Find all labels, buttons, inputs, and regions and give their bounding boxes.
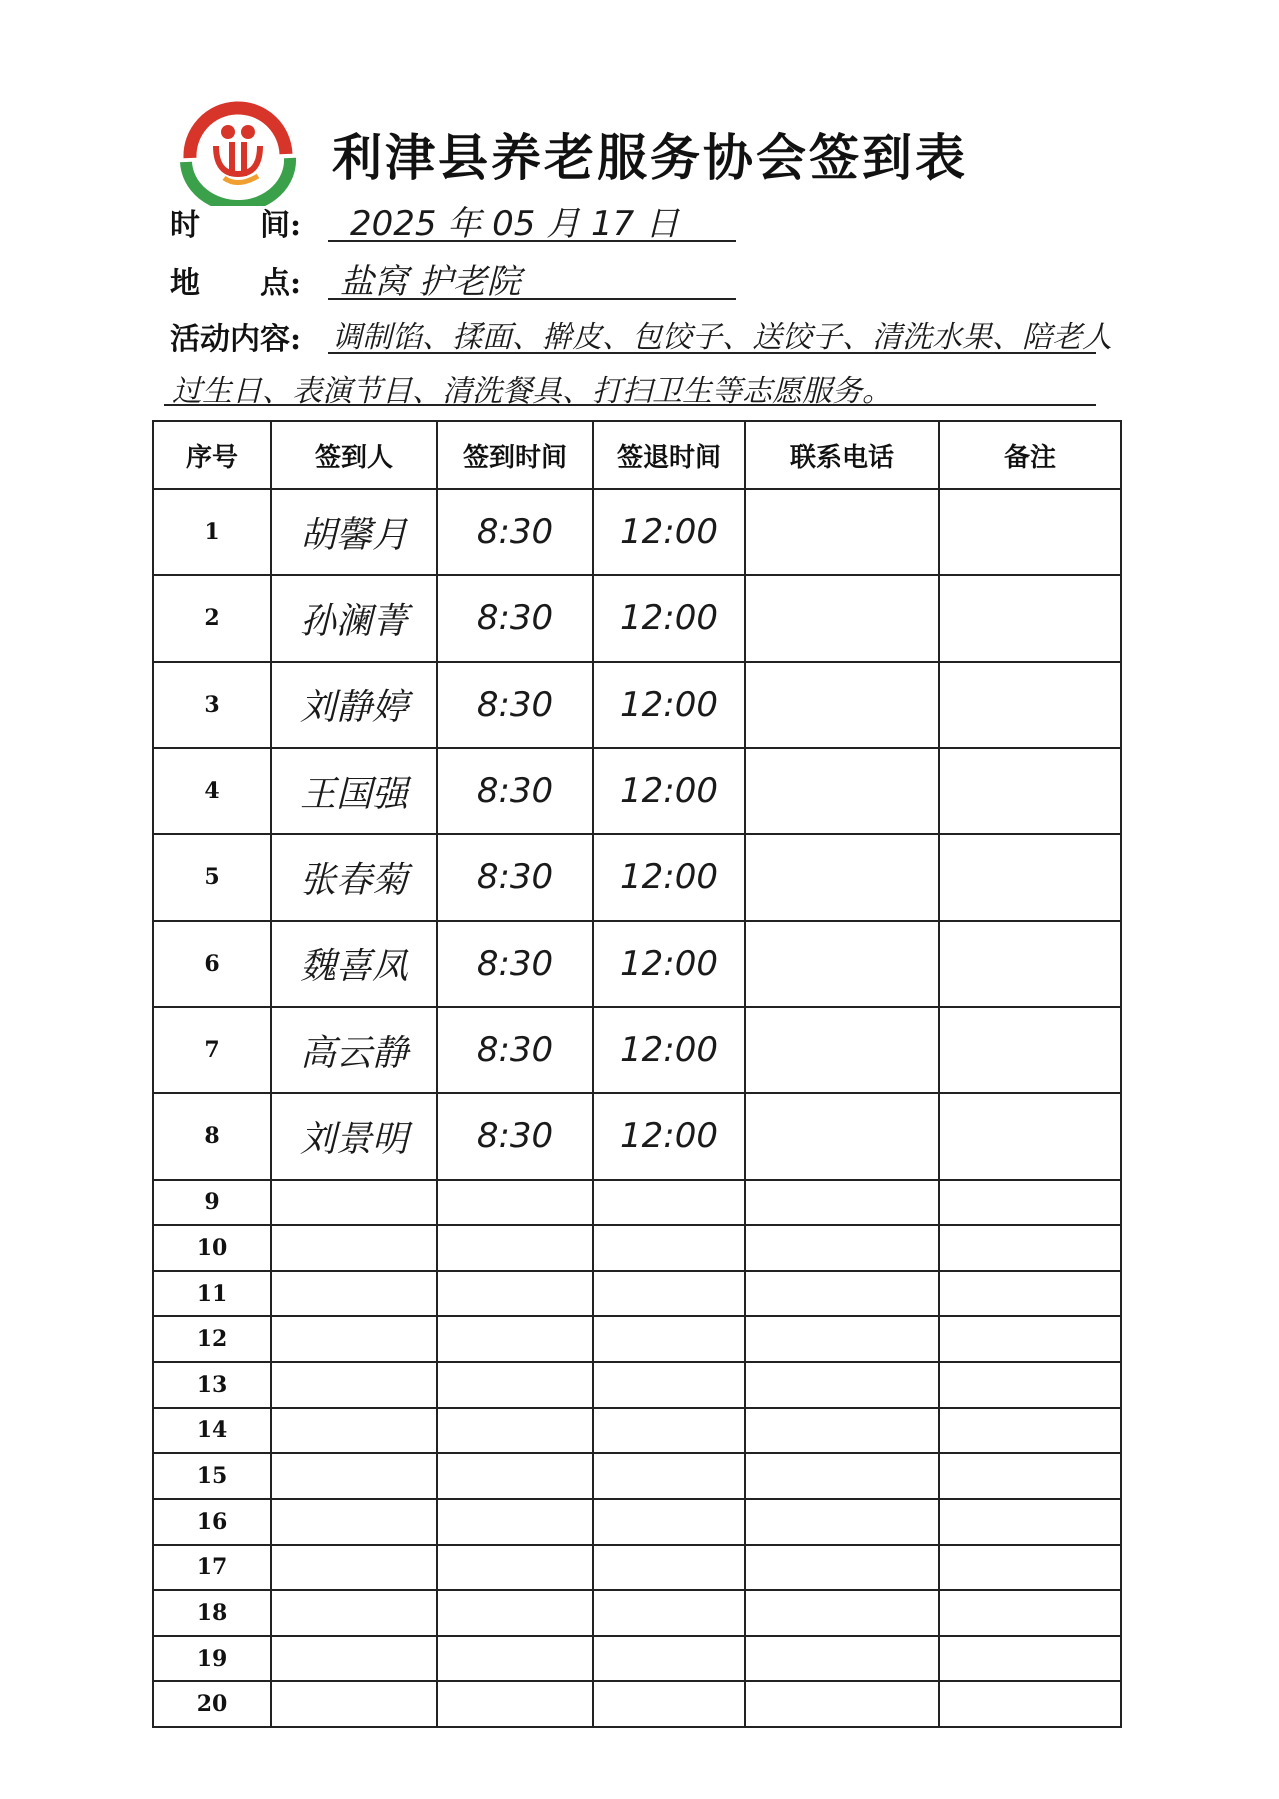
table-row (153, 1316, 1121, 1362)
row-name: 胡馨月 (271, 489, 437, 575)
table-row (153, 921, 1121, 1007)
row-signout-time: 12:00 (593, 1093, 745, 1179)
col-header-name: 签到人 (271, 421, 437, 489)
row-index: 9 (153, 1180, 271, 1226)
row-index: 2 (153, 575, 271, 661)
row-note (939, 1545, 1121, 1591)
row-name (271, 1681, 437, 1727)
col-header-signout-time: 签退时间 (593, 421, 745, 489)
row-phone (745, 662, 939, 748)
content-line-2: 过生日、表演节目、清洗餐具、打扫卫生等志愿服务。 (172, 374, 892, 409)
row-signout-time: 12:00 (593, 834, 745, 920)
row-phone (745, 921, 939, 1007)
association-logo (176, 96, 300, 206)
row-name: 刘静婷 (271, 662, 437, 748)
col-header-note: 备注 (939, 421, 1121, 489)
row-index: 12 (153, 1316, 271, 1362)
row-signout-time: 12:00 (593, 575, 745, 661)
row-phone (745, 748, 939, 834)
row-signout-time: 12:00 (593, 489, 745, 575)
row-note (939, 1093, 1121, 1179)
row-name (271, 1408, 437, 1454)
col-header-phone: 联系电话 (745, 421, 939, 489)
table-row (153, 1636, 1121, 1682)
row-signout-time (593, 1636, 745, 1682)
row-signout-time: 12:00 (593, 1007, 745, 1093)
row-note (939, 1362, 1121, 1408)
row-phone (745, 1362, 939, 1408)
row-name: 孙澜菁 (271, 575, 437, 661)
table-row (153, 1225, 1121, 1271)
row-name (271, 1316, 437, 1362)
row-name (271, 1271, 437, 1317)
row-note (939, 1453, 1121, 1499)
signin-table (152, 420, 1120, 1728)
row-name (271, 1180, 437, 1226)
row-name (271, 1590, 437, 1636)
row-phone (745, 1408, 939, 1454)
row-name (271, 1362, 437, 1408)
place-label: 地 点: (170, 266, 302, 301)
row-signin-time: 8:30 (437, 1093, 593, 1179)
row-signout-time (593, 1681, 745, 1727)
row-signin-time (437, 1362, 593, 1408)
row-index: 15 (153, 1453, 271, 1499)
row-note (939, 575, 1121, 661)
row-signin-time (437, 1681, 593, 1727)
table-row (153, 1007, 1121, 1093)
row-phone (745, 489, 939, 575)
row-index: 18 (153, 1590, 271, 1636)
table-row (153, 1408, 1121, 1454)
row-index: 11 (153, 1271, 271, 1317)
row-phone (745, 1545, 939, 1591)
row-name: 王国强 (271, 748, 437, 834)
row-index: 8 (153, 1093, 271, 1179)
row-signout-time (593, 1225, 745, 1271)
row-note (939, 834, 1121, 920)
row-note (939, 1007, 1121, 1093)
table-row (153, 834, 1121, 920)
row-name: 魏喜凤 (271, 921, 437, 1007)
row-signin-time (437, 1499, 593, 1545)
page-title: 利津县养老服务协会签到表 (332, 128, 968, 187)
row-note (939, 921, 1121, 1007)
table-row (153, 1681, 1121, 1727)
row-signout-time (593, 1545, 745, 1591)
row-name (271, 1453, 437, 1499)
row-name (271, 1225, 437, 1271)
row-signout-time (593, 1408, 745, 1454)
row-signout-time (593, 1180, 745, 1226)
table-row (153, 1499, 1121, 1545)
row-note (939, 489, 1121, 575)
content-line-1: 调制馅、揉面、擀皮、包饺子、送饺子、清洗水果、陪老人 (332, 320, 1112, 355)
row-index: 4 (153, 748, 271, 834)
row-signin-time (437, 1590, 593, 1636)
col-header-index: 序号 (153, 421, 271, 489)
row-index: 20 (153, 1681, 271, 1727)
table-row (153, 1180, 1121, 1226)
row-signout-time: 12:00 (593, 748, 745, 834)
col-header-signin-time: 签到时间 (437, 421, 593, 489)
row-signin-time (437, 1225, 593, 1271)
row-index: 5 (153, 834, 271, 920)
table-row (153, 1453, 1121, 1499)
row-name (271, 1499, 437, 1545)
row-signin-time (437, 1316, 593, 1362)
row-index: 14 (153, 1408, 271, 1454)
row-index: 19 (153, 1636, 271, 1682)
row-name: 张春菊 (271, 834, 437, 920)
row-signin-time (437, 1408, 593, 1454)
table-header-row (153, 421, 1121, 489)
row-note (939, 1408, 1121, 1454)
row-signin-time: 8:30 (437, 662, 593, 748)
row-phone (745, 1007, 939, 1093)
row-note (939, 1225, 1121, 1271)
time-underline (328, 240, 736, 242)
row-note (939, 1499, 1121, 1545)
row-index: 1 (153, 489, 271, 575)
row-note (939, 1636, 1121, 1682)
row-index: 16 (153, 1499, 271, 1545)
row-note (939, 1271, 1121, 1317)
row-phone (745, 1590, 939, 1636)
table-row (153, 1093, 1121, 1179)
row-name: 刘景明 (271, 1093, 437, 1179)
row-signin-time: 8:30 (437, 921, 593, 1007)
row-signin-time: 8:30 (437, 489, 593, 575)
table-row (153, 1271, 1121, 1317)
content-underline-2 (164, 404, 1096, 406)
table-row (153, 489, 1121, 575)
place-value: 盐窝 护老院 (340, 262, 521, 302)
row-signout-time (593, 1316, 745, 1362)
time-label: 时 间: (170, 208, 302, 243)
row-phone (745, 1271, 939, 1317)
content-underline-1 (328, 352, 1096, 354)
row-phone (745, 1636, 939, 1682)
row-note (939, 1681, 1121, 1727)
row-signin-time (437, 1271, 593, 1317)
table-row (153, 1362, 1121, 1408)
row-signin-time (437, 1180, 593, 1226)
row-phone (745, 1316, 939, 1362)
row-signin-time: 8:30 (437, 748, 593, 834)
row-phone (745, 1681, 939, 1727)
content-label: 活动内容: (170, 322, 302, 357)
time-value: 2025 年 05 月 17 日 (350, 204, 680, 244)
row-signin-time: 8:30 (437, 575, 593, 661)
row-note (939, 748, 1121, 834)
row-signout-time (593, 1499, 745, 1545)
row-phone (745, 1499, 939, 1545)
row-signin-time (437, 1636, 593, 1682)
row-phone (745, 834, 939, 920)
row-signin-time (437, 1545, 593, 1591)
row-phone (745, 1180, 939, 1226)
row-index: 10 (153, 1225, 271, 1271)
row-index: 6 (153, 921, 271, 1007)
row-name (271, 1636, 437, 1682)
row-phone (745, 1093, 939, 1179)
row-index: 17 (153, 1545, 271, 1591)
row-signout-time (593, 1453, 745, 1499)
row-phone (745, 575, 939, 661)
row-signout-time: 12:00 (593, 662, 745, 748)
row-signin-time: 8:30 (437, 834, 593, 920)
row-index: 7 (153, 1007, 271, 1093)
row-note (939, 662, 1121, 748)
table-row (153, 1545, 1121, 1591)
table-row (153, 748, 1121, 834)
place-underline (328, 298, 736, 300)
table-row (153, 1590, 1121, 1636)
table-row (153, 575, 1121, 661)
table-row (153, 662, 1121, 748)
row-signout-time: 12:00 (593, 921, 745, 1007)
row-phone (745, 1225, 939, 1271)
row-note (939, 1316, 1121, 1362)
row-index: 3 (153, 662, 271, 748)
row-note (939, 1180, 1121, 1226)
row-name: 高云静 (271, 1007, 437, 1093)
row-signout-time (593, 1362, 745, 1408)
row-signin-time: 8:30 (437, 1007, 593, 1093)
row-signout-time (593, 1590, 745, 1636)
row-index: 13 (153, 1362, 271, 1408)
row-signout-time (593, 1271, 745, 1317)
row-phone (745, 1453, 939, 1499)
row-name (271, 1545, 437, 1591)
row-note (939, 1590, 1121, 1636)
row-signin-time (437, 1453, 593, 1499)
